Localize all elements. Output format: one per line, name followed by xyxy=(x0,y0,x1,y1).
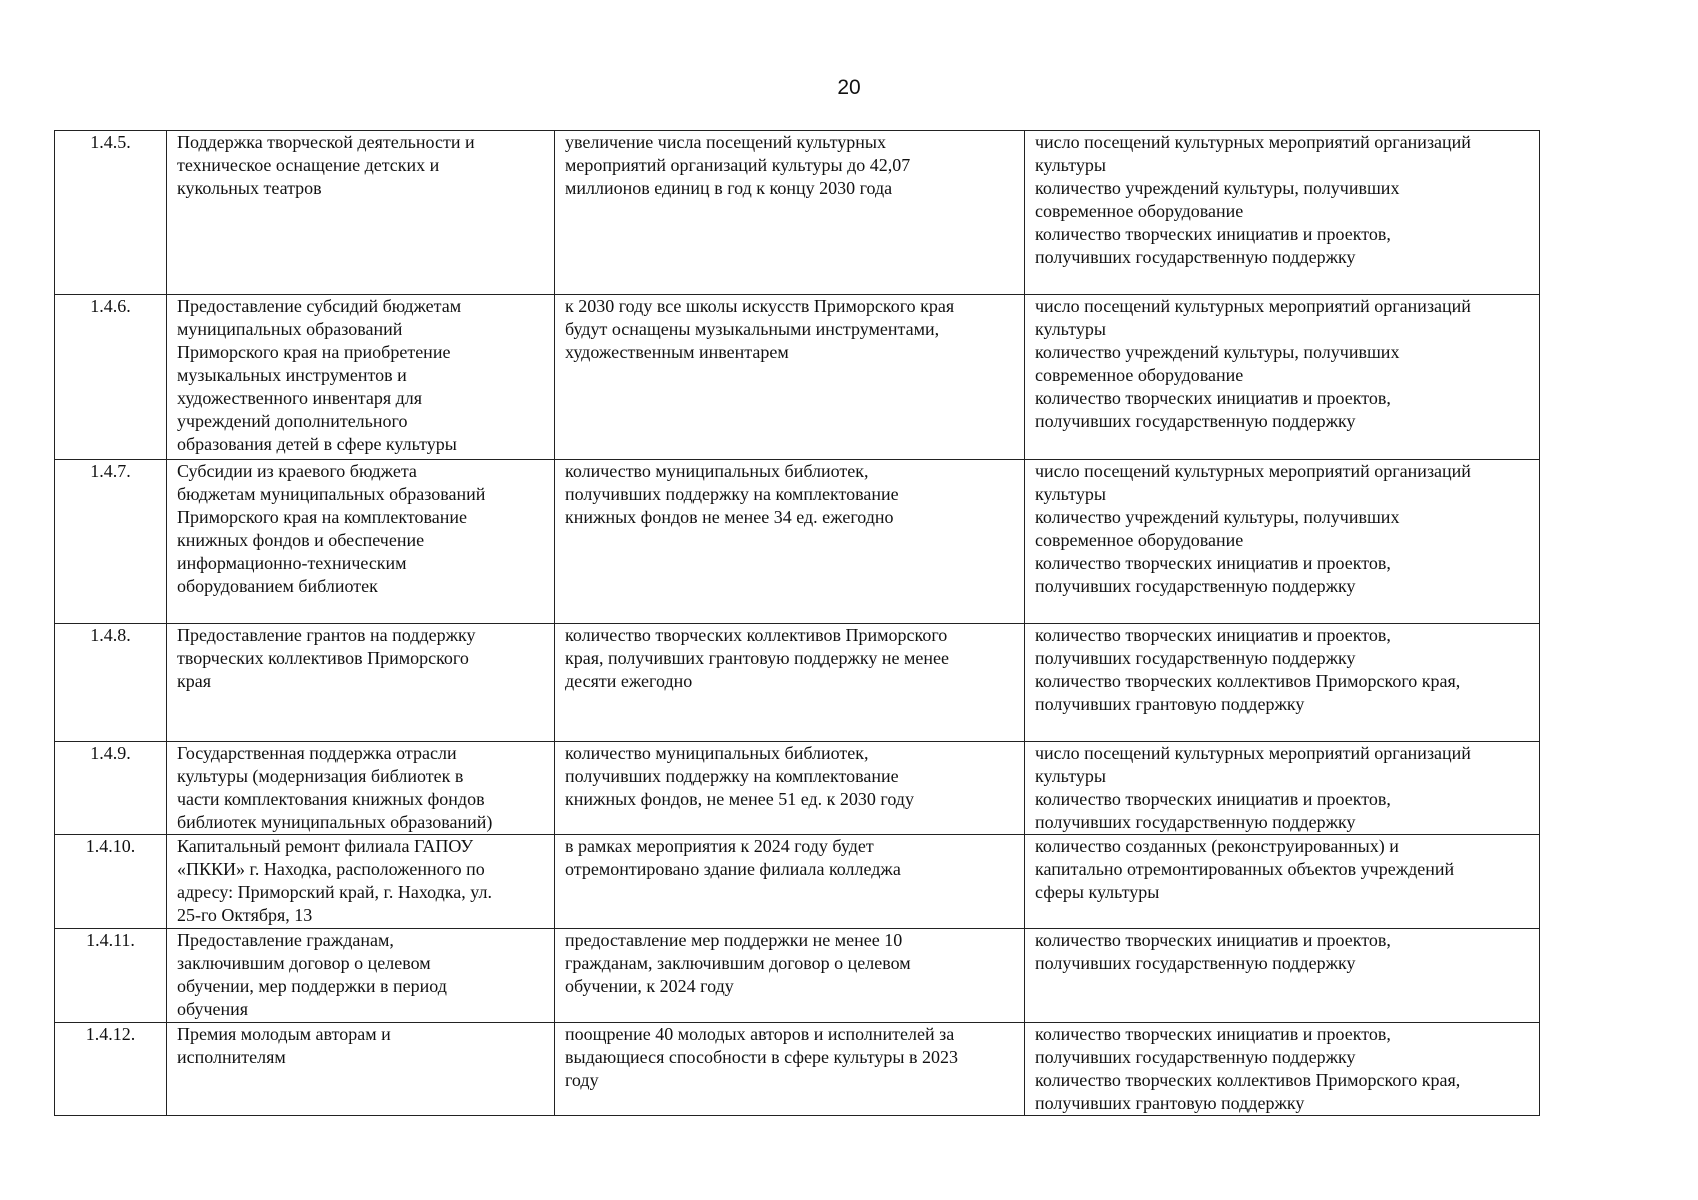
indicators-cell: количество творческих инициатив и проектов, получивших государственную поддержку количество творческих коллективов Приморского края, получивших грантовую поддержку xyxy=(1025,624,1540,742)
table-row xyxy=(55,835,1540,929)
measure-name-cell: Предоставление грантов на поддержку творческих коллективов Приморского края xyxy=(167,624,555,742)
indicators-cell: количество творческих инициатив и проектов, получивших государственную поддержку количество творческих коллективов Приморского края, получивших грантовую поддержку xyxy=(1025,1023,1540,1116)
row-number-cell: 1.4.9. xyxy=(55,742,167,835)
table-row xyxy=(55,1023,1540,1116)
indicators-cell: количество созданных (реконструированных) и капитально отремонтированных объектов учреждений сферы культуры xyxy=(1025,835,1540,929)
expected-result-cell: поощрение 40 молодых авторов и исполнителей за выдающиеся способности в сфере культуры в 2023 году xyxy=(555,1023,1025,1116)
measure-name-cell: Государственная поддержка отрасли культуры (модернизация библиотек в части комплектования книжных фондов библиотек муниципальных образований) xyxy=(167,742,555,835)
expected-result-cell: количество творческих коллективов Приморского края, получивших грантовую поддержку не менее десяти ежегодно xyxy=(555,624,1025,742)
expected-result-cell: увеличение числа посещений культурных мероприятий организаций культуры до 42,07 миллионов единиц в год к концу 2030 года xyxy=(555,131,1025,295)
indicators-cell: число посещений культурных мероприятий организаций культуры количество творческих инициатив и проектов, получивших государственную поддержку xyxy=(1025,742,1540,835)
row-number-cell: 1.4.12. xyxy=(55,1023,167,1116)
row-number-cell: 1.4.7. xyxy=(55,460,167,624)
indicators-cell: число посещений культурных мероприятий организаций культуры количество учреждений культуры, получивших современное оборудование количество творческих инициатив и проектов, получивших государственную поддержку xyxy=(1025,131,1540,295)
measure-name-cell: Предоставление субсидий бюджетам муниципальных образований Приморского края на приобретение музыкальных инструментов и художественного инвентаря для учреждений дополнительного образования детей в сфере культуры xyxy=(167,295,555,460)
row-number-cell: 1.4.11. xyxy=(55,929,167,1023)
table-row xyxy=(55,742,1540,835)
row-number-cell: 1.4.5. xyxy=(55,131,167,295)
table-row xyxy=(55,460,1540,624)
row-number-cell: 1.4.6. xyxy=(55,295,167,460)
row-number-cell: 1.4.8. xyxy=(55,624,167,742)
measure-name-cell: Поддержка творческой деятельности и техническое оснащение детских и кукольных театров xyxy=(167,131,555,295)
indicators-cell: число посещений культурных мероприятий организаций культуры количество учреждений культуры, получивших современное оборудование количество творческих инициатив и проектов, получивших государственную поддержку xyxy=(1025,460,1540,624)
page-number: 20 xyxy=(837,76,861,99)
expected-result-cell: предоставление мер поддержки не менее 10 гражданам, заключившим договор о целевом обучении, к 2024 году xyxy=(555,929,1025,1023)
measure-name-cell: Предоставление гражданам, заключившим договор о целевом обучении, мер поддержки в период обучения xyxy=(167,929,555,1023)
table-row xyxy=(55,131,1540,295)
indicators-cell: число посещений культурных мероприятий организаций культуры количество учреждений культуры, получивших современное оборудование количество творческих инициатив и проектов, получивших государственную поддержку xyxy=(1025,295,1540,460)
indicators-cell: количество творческих инициатив и проектов, получивших государственную поддержку xyxy=(1025,929,1540,1023)
row-number-cell: 1.4.10. xyxy=(55,835,167,929)
measure-name-cell: Премия молодым авторам и исполнителям xyxy=(167,1023,555,1116)
measure-name-cell: Субсидии из краевого бюджета бюджетам муниципальных образований Приморского края на комплектование книжных фондов и обеспечение информационно-техническим оборудованием библиотек xyxy=(167,460,555,624)
table-row xyxy=(55,929,1540,1023)
measures-table xyxy=(54,130,1540,1116)
table-row xyxy=(55,624,1540,742)
expected-result-cell: в рамках мероприятия к 2024 году будет отремонтировано здание филиала колледжа xyxy=(555,835,1025,929)
measure-name-cell: Капитальный ремонт филиала ГАПОУ «ПККИ» г. Находка, расположенного по адресу: Приморский край, г. Находка, ул. 25-го Октября, 13 xyxy=(167,835,555,929)
table-row xyxy=(55,295,1540,460)
expected-result-cell: количество муниципальных библиотек, получивших поддержку на комплектование книжных фондов не менее 34 ед. ежегодно xyxy=(555,460,1025,624)
expected-result-cell: количество муниципальных библиотек, получивших поддержку на комплектование книжных фондов, не менее 51 ед. к 2030 году xyxy=(555,742,1025,835)
expected-result-cell: к 2030 году все школы искусств Приморского края будут оснащены музыкальными инструментами, художественным инвентарем xyxy=(555,295,1025,460)
